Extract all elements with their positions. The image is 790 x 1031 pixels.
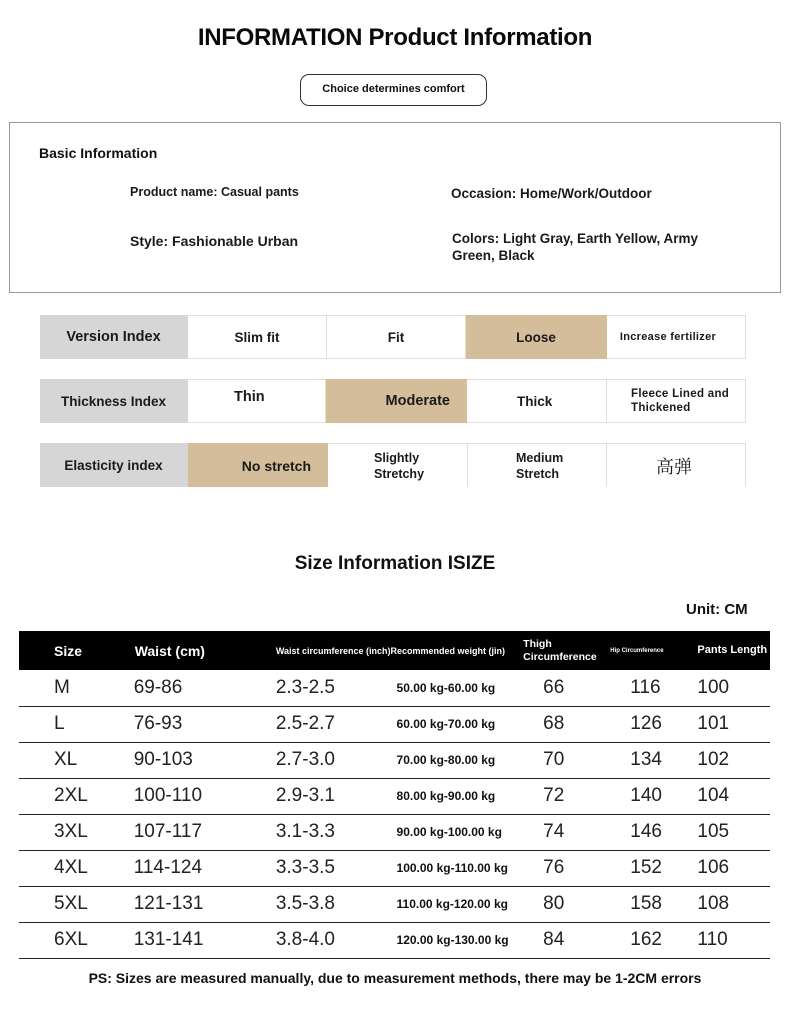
- cell-waist-inch: 2.7-3.0: [254, 742, 391, 778]
- index-label: Version Index: [40, 315, 188, 359]
- table-row: [19, 850, 770, 886]
- cell-size: XL: [19, 742, 112, 778]
- cell-thigh: 68: [519, 706, 606, 742]
- table-row: [19, 742, 770, 778]
- cell-length: 106: [691, 850, 770, 886]
- cell-waist-cm: 76-93: [112, 706, 254, 742]
- cell-waist-cm: 69-86: [112, 670, 254, 706]
- size-table: [19, 631, 770, 959]
- index-option: Medium Stretch: [468, 443, 607, 487]
- cell-hip: 152: [606, 850, 691, 886]
- version-index-row: [40, 315, 746, 359]
- cell-waist-cm: 121-131: [112, 886, 254, 922]
- cell-waist-inch: 2.3-2.5: [254, 670, 391, 706]
- cell-hip: 116: [606, 670, 691, 706]
- index-option: Increase fertilizer: [607, 315, 746, 359]
- cell-size: M: [19, 670, 112, 706]
- cell-waist-inch: 3.3-3.5: [254, 850, 391, 886]
- cell-waist-inch: 3.5-3.8: [254, 886, 391, 922]
- index-option: Slightly Stretchy: [328, 443, 468, 487]
- product-occasion: Occasion: Home/Work/Outdoor: [451, 186, 652, 201]
- cell-size: 6XL: [19, 922, 112, 958]
- product-name: Product name: Casual pants: [130, 185, 299, 199]
- cell-size: 3XL: [19, 814, 112, 850]
- index-option-selected: Moderate: [326, 379, 467, 423]
- cell-length: 101: [691, 706, 770, 742]
- size-info-title: Size Information ISIZE: [294, 553, 496, 574]
- cell-size: 2XL: [19, 778, 112, 814]
- product-style: Style: Fashionable Urban: [130, 233, 299, 249]
- index-option: Thick: [467, 379, 607, 423]
- table-row: [19, 670, 770, 706]
- cell-length: 100: [691, 670, 770, 706]
- index-option: Slim fit: [188, 315, 327, 359]
- cell-weight: 100.00 kg-110.00 kg: [391, 850, 520, 886]
- cell-length: 105: [691, 814, 770, 850]
- cell-hip: 126: [606, 706, 691, 742]
- cell-size: 5XL: [19, 886, 112, 922]
- cell-weight: 60.00 kg-70.00 kg: [391, 706, 520, 742]
- cell-waist-inch: 2.9-3.1: [254, 778, 391, 814]
- tagline-badge: Choice determines comfort: [300, 74, 487, 106]
- header-weight: Recommended weight (jin): [390, 645, 506, 656]
- size-table-header: [19, 631, 770, 670]
- index-option-selected: Loose: [466, 315, 607, 359]
- page-title: INFORMATION Product Information: [197, 24, 593, 51]
- cell-waist-cm: 90-103: [112, 742, 254, 778]
- header-waist-inch: Waist circumference (inch): [275, 645, 391, 656]
- cell-length: 110: [691, 922, 770, 958]
- cell-thigh: 72: [519, 778, 606, 814]
- header-hip: Hip Circumference: [610, 647, 664, 654]
- cell-hip: 146: [606, 814, 691, 850]
- cell-waist-cm: 107-117: [112, 814, 254, 850]
- index-option: 高弹: [607, 443, 746, 487]
- cell-waist-cm: 114-124: [112, 850, 254, 886]
- index-option: Fleece Lined and Thickened: [607, 379, 746, 423]
- table-row: [19, 778, 770, 814]
- cell-thigh: 80: [519, 886, 606, 922]
- cell-waist-inch: 2.5-2.7: [254, 706, 391, 742]
- cell-thigh: 84: [519, 922, 606, 958]
- cell-length: 108: [691, 886, 770, 922]
- basic-info-title: Basic Information: [39, 145, 158, 161]
- header-thigh: Thigh Circumference: [523, 637, 597, 663]
- cell-weight: 70.00 kg-80.00 kg: [391, 742, 520, 778]
- cell-thigh: 70: [519, 742, 606, 778]
- unit-label: Unit: CM: [686, 601, 748, 618]
- elasticity-index-row: [40, 443, 746, 487]
- header-waist-cm: Waist (cm): [134, 642, 205, 659]
- index-option: Fit: [327, 315, 466, 359]
- header-size: Size: [54, 642, 83, 659]
- basic-info-panel: [9, 122, 781, 293]
- cell-weight: 110.00 kg-120.00 kg: [391, 886, 520, 922]
- cell-size: L: [19, 706, 112, 742]
- cell-waist-cm: 131-141: [112, 922, 254, 958]
- cell-waist-inch: 3.1-3.3: [254, 814, 391, 850]
- cell-weight: 80.00 kg-90.00 kg: [391, 778, 520, 814]
- cell-thigh: 76: [519, 850, 606, 886]
- cell-thigh: 66: [519, 670, 606, 706]
- cell-weight: 90.00 kg-100.00 kg: [391, 814, 520, 850]
- product-colors: Colors: Light Gray, Earth Yellow, Army Green, Black: [452, 231, 699, 263]
- cell-weight: 50.00 kg-60.00 kg: [391, 670, 520, 706]
- index-option-selected: No stretch: [188, 443, 328, 487]
- thickness-index-row: [40, 379, 746, 423]
- cell-weight: 120.00 kg-130.00 kg: [391, 922, 520, 958]
- cell-length: 104: [691, 778, 770, 814]
- index-label: Thickness Index: [40, 379, 188, 423]
- header-length: Pants Length: [697, 644, 768, 656]
- index-label: Elasticity index: [40, 443, 188, 487]
- table-row: [19, 814, 770, 850]
- cell-waist-inch: 3.8-4.0: [254, 922, 391, 958]
- cell-size: 4XL: [19, 850, 112, 886]
- cell-hip: 162: [606, 922, 691, 958]
- table-row: [19, 706, 770, 742]
- table-row: [19, 922, 770, 958]
- cell-hip: 140: [606, 778, 691, 814]
- cell-hip: 158: [606, 886, 691, 922]
- cell-thigh: 74: [519, 814, 606, 850]
- measurement-note: PS: Sizes are measured manually, due to measurement methods, there may be 1-2CM errors: [88, 970, 702, 986]
- cell-hip: 134: [606, 742, 691, 778]
- cell-waist-cm: 100-110: [112, 778, 254, 814]
- index-option: Thin: [188, 379, 326, 423]
- table-row: [19, 886, 770, 922]
- cell-length: 102: [691, 742, 770, 778]
